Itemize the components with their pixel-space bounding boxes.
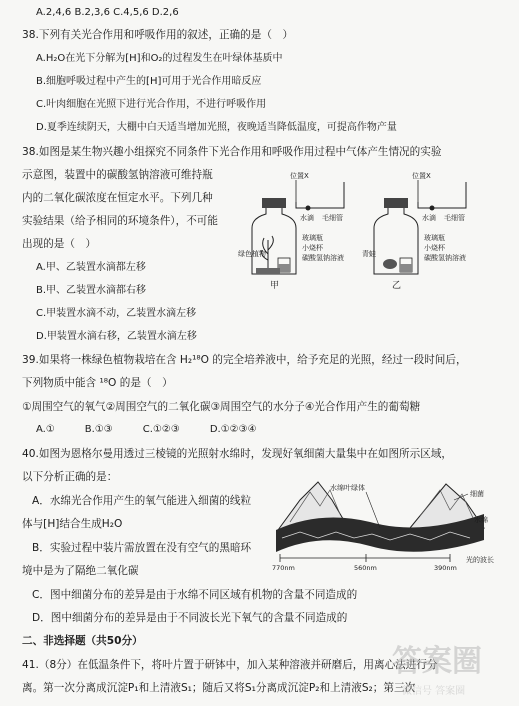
q38a-option-b: B.细胞呼吸过程中产生的[H]可用于光合作用暗反应 [36, 76, 262, 87]
yi-beaker-label: 小烧杯 [424, 244, 445, 252]
q40-option-c: C．图中细菌分布的差异是由于水绵不同区域有机物的含量不同造成的 [32, 589, 358, 601]
yi-position-x-label: 位置X [412, 172, 431, 180]
q40-stem-line2: 以下分析正确的是： [22, 471, 118, 483]
q40-option-b-line2: 境中是为了隔绝二氧化碳 [22, 565, 139, 577]
watermark-logo: 答案圈 [392, 644, 482, 679]
q38b-stem-line5: 出现的是（ ） [22, 238, 97, 250]
alga-label: 水绵 [474, 516, 488, 524]
q40-stem-line1: 40.如图为恩格尔曼用透过三棱镜的光照射水绵时，发现好氧细菌大量集中在如图所示区域， [22, 448, 453, 460]
yi-caption: 乙 [392, 281, 402, 290]
q39-options: A.① B.①③ C.①②③ D.①②③④ [36, 424, 257, 435]
q38b-stem-line4: 实验结果（给予相同的环境条件），不可能 [22, 215, 218, 227]
jia-water-drop [306, 206, 311, 211]
axis-560nm: 560nm [354, 564, 377, 572]
apparatus-jia [238, 171, 344, 290]
yi-tube-label: 毛细管 [444, 214, 465, 222]
yi-stopper [384, 198, 408, 208]
engelmann-diagram [270, 470, 508, 574]
jia-plant-label: 绿色植物 [238, 250, 266, 258]
section-heading: 二、非选择题（共50分） [22, 635, 143, 647]
jia-tube-label: 毛细管 [322, 214, 343, 222]
q38b-option-b: B.甲、乙装置水滴都右移 [36, 285, 147, 296]
yi-water-drop [430, 206, 435, 211]
jia-beaker-label: 小烧杯 [302, 244, 323, 252]
jia-drop-label: 水滴 [300, 214, 314, 222]
axis-wavelength-label: 光的波长 [466, 556, 494, 564]
q38a-stem: 38.下列有关光合作用和呼吸作用的叙述，正确的是（ ） [22, 29, 294, 41]
bacteria-label: 细菌 [470, 490, 484, 498]
q40-option-d: D．图中细菌分布的差异是由于不同波长光下氧气的含量不同造成的 [32, 612, 348, 624]
q38a-option-a: A.H₂O在光下分解为[H]和O₂的过程发生在叶绿体基质中 [36, 53, 283, 64]
jia-solution-label: 碳酸氢钠溶液 [302, 254, 344, 262]
q39-statements: ①周围空气的氧气②周围空气的二氧化碳③周围空气的水分子④光合作用产生的葡萄糖 [22, 401, 421, 413]
jia-bottle-label: 玻璃瓶 [302, 234, 323, 242]
q38a-option-c: C.叶肉细胞在光照下进行光合作用，不进行呼吸作用 [36, 99, 267, 110]
q40-option-a-line1: A．水绵光合作用产生的氧气能进入细菌的线粒 [32, 495, 252, 507]
q41-stem-line1: 41.（8分）在低温条件下，将叶片置于研钵中，加入某种溶液并研磨后，用离心法进行分 [22, 659, 438, 671]
yi-solution-label: 碳酸氢钠溶液 [424, 254, 466, 262]
watermark-wechat: 微信号 答案圈 [402, 686, 466, 697]
q38b-stem-line3: 内的二氧化碳浓度在恒定水平。下列几种 [22, 192, 213, 204]
apparatus-yi [362, 171, 466, 290]
jia-position-x-label: 位置X [290, 172, 309, 180]
q38b-stem-line2: 示意图，装置中的碳酸氢钠溶液可维持瓶 [22, 169, 213, 181]
chloroplast-label: 水绵叶绿体 [330, 484, 365, 492]
q38b-option-c: C.甲装置水滴不动，乙装置水滴左移 [36, 308, 197, 319]
frog-shape [383, 259, 397, 269]
q38a-option-d: D.夏季连续阴天，大棚中白天适当增加光照，夜晚适当降低温度，可提高作物产量 [36, 122, 397, 133]
axis-390nm: 390nm [434, 564, 457, 572]
q38b-stem-line1: 38.如图是某生物兴趣小组探究不同条件下光合作用和呼吸作用过程中气体产生情况的实验 [22, 146, 442, 158]
q40-option-b-line1: B．实验过程中装片需放置在没有空气的黑暗环 [32, 542, 252, 554]
yi-bottle-label: 玻璃瓶 [424, 234, 445, 242]
q40-option-a-line2: 体与[H]结合生成H₂O [22, 518, 123, 530]
jia-stopper [262, 198, 286, 208]
q39-stem-line1: 39.如果将一株绿色植物栽培在含 H₂¹⁸O 的完全培养液中，给予充足的光照，经过一段时间后， [22, 354, 467, 366]
jia-caption: 甲 [270, 281, 280, 290]
axis-770nm: 770nm [272, 564, 295, 572]
q38b-option-a: A.甲、乙装置水滴都左移 [36, 262, 146, 273]
q39-stem-line2: 下列物质中能含 ¹⁸O 的是（ ） [22, 377, 173, 389]
q38b-option-d: D.甲装置水滴右移，乙装置水滴左移 [36, 331, 197, 342]
previous-question-options: A.2,4,6 B.2,3,6 C.4,5,6 D.2,6 [36, 7, 179, 18]
q41-stem-line2: 离。第一次分离成沉淀P₁和上清液S₁；随后又将S₁分离成沉淀P₂和上清液S₂；第三次 [22, 682, 416, 694]
yi-frog-label: 青蛙 [362, 250, 376, 258]
yi-drop-label: 水滴 [422, 214, 436, 222]
apparatus-diagram [238, 168, 500, 290]
